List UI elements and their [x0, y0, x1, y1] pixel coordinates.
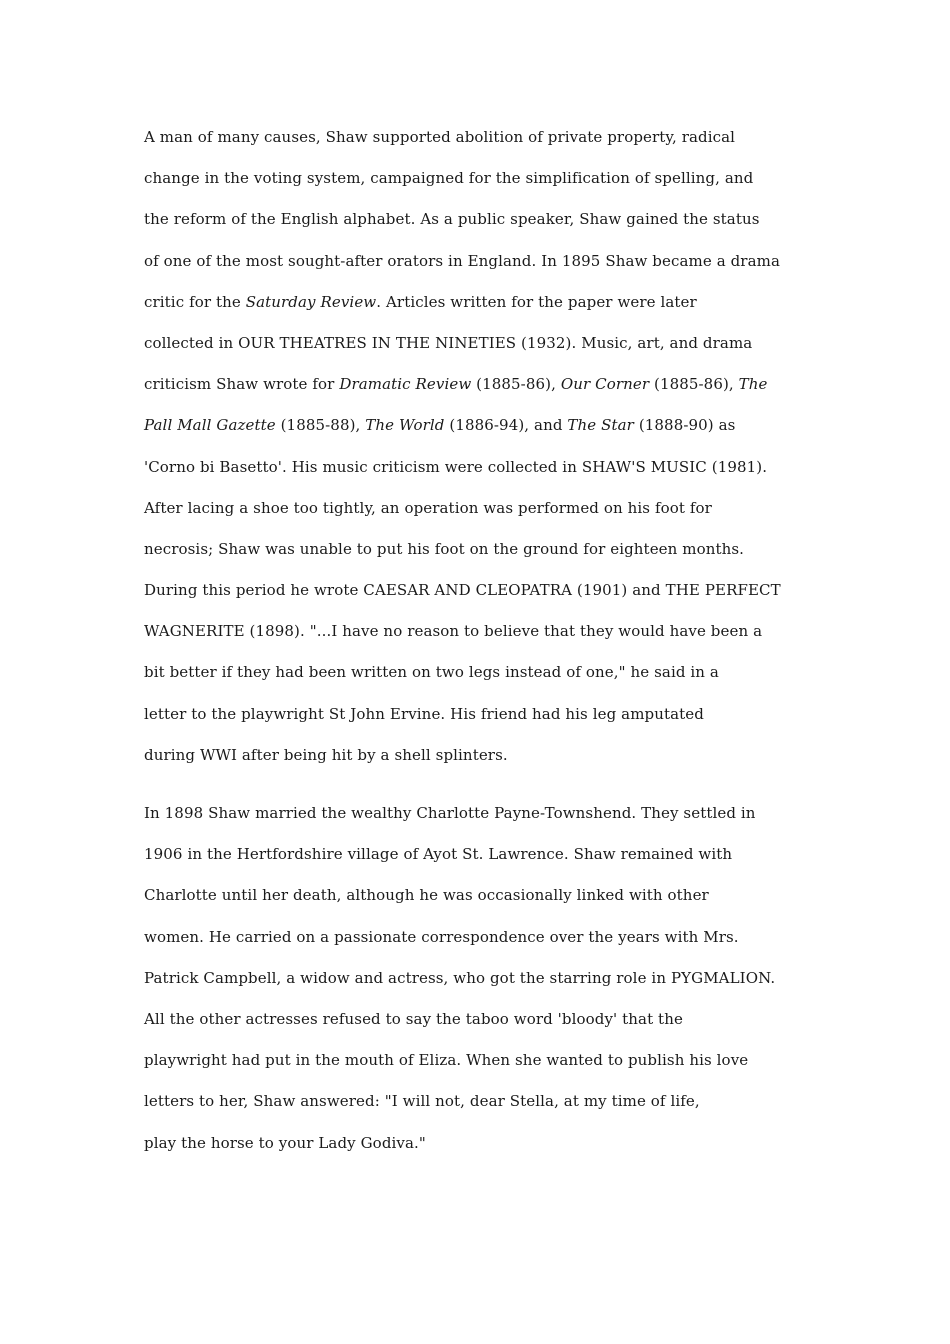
text-segment: After lacing a shoe too tightly, an operation was performed on his foot for: [144, 498, 712, 517]
italic-title: Dramatic Review: [339, 375, 472, 394]
text-line: [144, 958, 816, 999]
paragraph-list: [144, 117, 816, 1164]
text-line: [144, 158, 816, 199]
text-segment: All the other actresses refused to say the taboo word 'bloody' that the: [144, 1009, 683, 1028]
text-line: [144, 447, 816, 488]
italic-title: Saturday Review: [245, 292, 377, 311]
text-segment: women. He carried on a passionate correspondence over the years with Mrs.: [144, 927, 739, 946]
text-segment: bit better if they had been written on two legs instead of one," he said in a: [144, 663, 719, 682]
text-segment: criticism Shaw wrote for: [144, 375, 340, 394]
text-segment: A man of many causes, Shaw supported abolition of private property, radical: [144, 128, 736, 146]
text-line: [144, 834, 816, 875]
text-segment: change in the voting system, campaigned for the simplification of spelling, and: [144, 169, 754, 188]
paragraph-gap: [144, 776, 816, 793]
text-line: [144, 611, 816, 652]
text-line: [144, 405, 816, 446]
paragraph: [144, 793, 816, 1164]
italic-title: Our Corner: [560, 375, 650, 394]
text-line: [144, 282, 816, 323]
text-segment: During this period he wrote CAESAR AND CLEOPATRA (1901) and THE PERFECT: [144, 581, 781, 600]
text-line: [144, 999, 816, 1040]
text-line: [144, 1123, 816, 1164]
document-body: [144, 117, 816, 1164]
text-segment: 1906 in the Hertfordshire village of Ayot St. Lawrence. Shaw remained with: [144, 845, 733, 864]
text-line: [144, 735, 816, 776]
text-segment: necrosis; Shaw was unable to put his foot on the ground for eighteen months.: [144, 539, 745, 558]
text-line: [144, 364, 816, 405]
italic-title: The: [738, 375, 768, 394]
text-line: [144, 117, 816, 158]
text-line: [144, 694, 816, 735]
text-segment: (1886-94), and: [444, 416, 568, 435]
text-segment: Patrick Campbell, a widow and actress, who got the starring role in PYGMALION.: [144, 968, 776, 987]
text-line: [144, 917, 816, 958]
text-segment: 'Corno bi Basetto'. His music criticism were collected in SHAW'S MUSIC (1981).: [144, 457, 768, 476]
text-line: [144, 652, 816, 693]
text-segment: collected in OUR THEATRES IN THE NINETIES (1932). Music, art, and drama: [144, 333, 753, 352]
italic-title: The World: [365, 416, 445, 435]
text-line: [144, 875, 816, 916]
paragraph: [144, 117, 816, 776]
text-line: [144, 241, 816, 282]
text-line: [144, 1081, 816, 1122]
text-segment: letters to her, Shaw answered: "I will not, dear Stella, at my time of life,: [144, 1092, 700, 1111]
text-segment: (1885-88),: [275, 416, 366, 435]
text-line: [144, 323, 816, 364]
text-segment: critic for the: [144, 292, 246, 311]
italic-title: Pall Mall Gazette: [144, 416, 276, 435]
text-segment: play the horse to your Lady Godiva.": [144, 1133, 426, 1152]
text-line: [144, 488, 816, 529]
text-segment: WAGNERITE (1898). "...I have no reason to believe that they would have been a: [144, 622, 763, 641]
text-segment: during WWI after being hit by a shell splinters.: [144, 745, 508, 764]
text-segment: letter to the playwright St John Ervine. His friend had his leg amputated: [144, 704, 704, 723]
text-line: [144, 1040, 816, 1081]
text-line: [144, 570, 816, 611]
text-segment: In 1898 Shaw married the wealthy Charlotte Payne-Townshend. They settled in: [144, 804, 756, 822]
text-line: [144, 199, 816, 240]
text-segment: the reform of the English alphabet. As a public speaker, Shaw gained the status: [144, 210, 760, 229]
text-segment: (1885-86),: [649, 375, 739, 394]
text-segment: of one of the most sought-after orators in England. In 1895 Shaw became a drama: [144, 251, 780, 270]
text-segment: . Articles written for the paper were later: [376, 292, 697, 311]
text-segment: (1885-86),: [471, 375, 561, 394]
text-line: [144, 529, 816, 570]
text-segment: playwright had put in the mouth of Eliza. When she wanted to publish his love: [144, 1051, 749, 1070]
text-segment: Charlotte until her death, although he was occasionally linked with other: [144, 886, 709, 905]
text-segment: (1888-90) as: [633, 416, 736, 435]
text-line: [144, 793, 816, 834]
italic-title: The Star: [567, 416, 634, 435]
